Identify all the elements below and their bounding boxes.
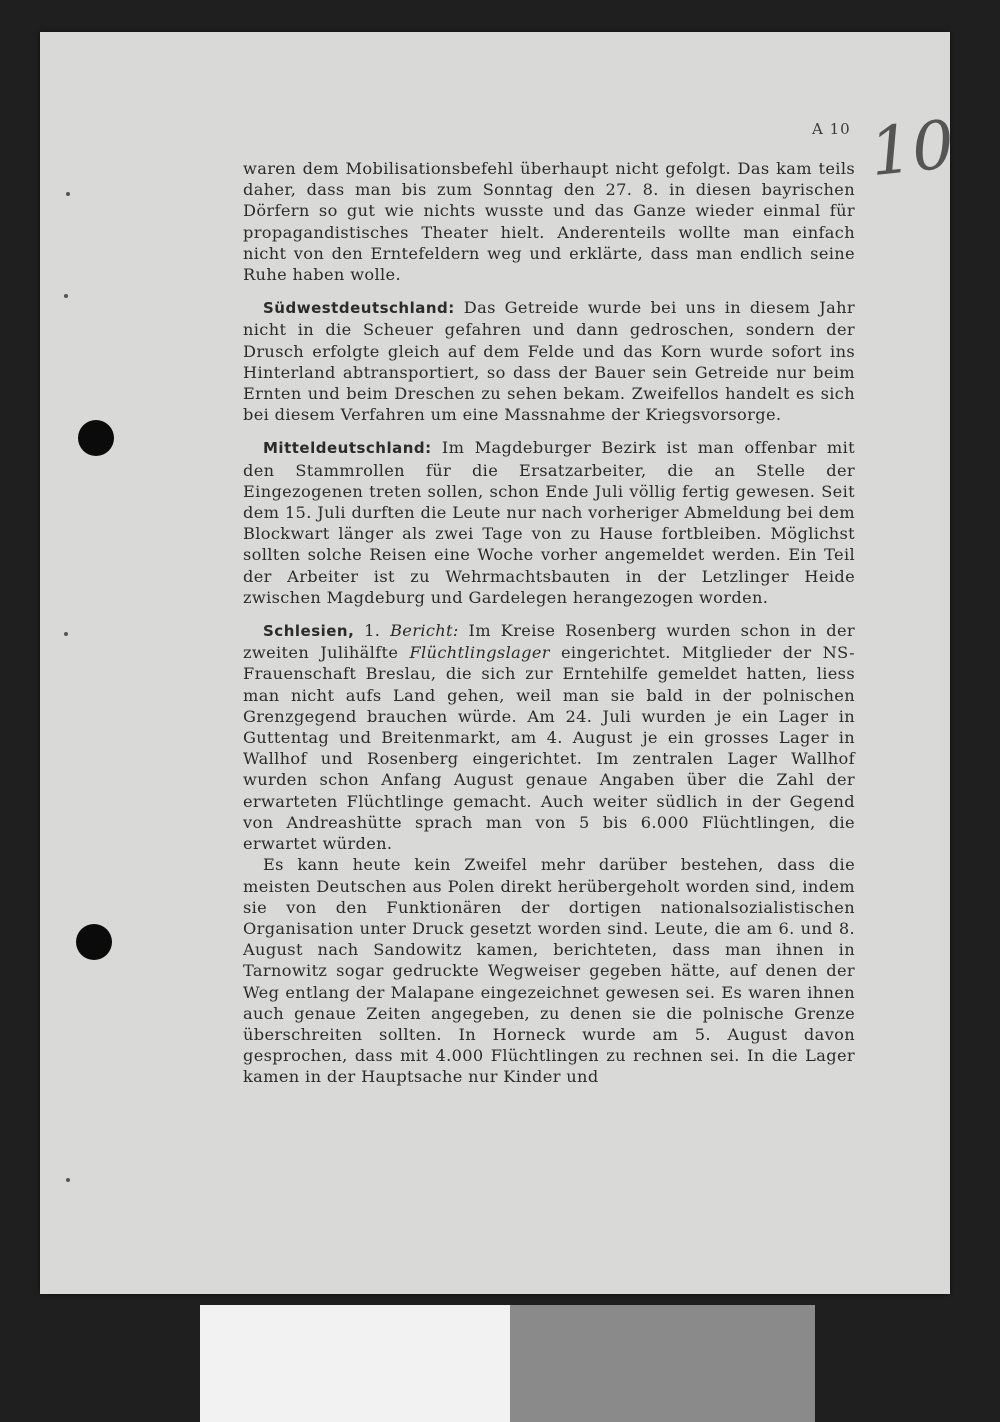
scan-calibration-white <box>200 1305 510 1422</box>
scan-calibration-grey <box>510 1305 815 1422</box>
handwritten-page-number: 10 <box>866 105 958 192</box>
paragraph-schlesien <box>243 620 855 854</box>
page-reference: A 10 <box>812 120 851 138</box>
region-heading: Mitteldeutschland: <box>263 439 432 458</box>
report-label: Bericht: <box>390 621 459 641</box>
punch-hole-bottom <box>76 924 112 960</box>
speck-mark <box>66 192 70 196</box>
paragraph-text: Das Getreide wurde bei uns in diesem Jahr nicht in die Scheuer gefahren und dann gedroschen, sondern der Drusch erfolgte gleich auf dem Felde und das Korn wurde sofort ins Hinterland abtransportiert, so dass der Bauer sein Getreide nur beim Ernten und beim Dreschen zu sehen bekam. Zweifellos handelt es sich bei diesem Verfahren um eine Massnahme der Kriegsvorsorge. <box>243 298 855 425</box>
paragraph-text: eingerichtet. Mitglieder der NS-Frauenschaft Breslau, die sich zur Erntehilfe gemeldet hatten, liess man nicht aufs Land gehen, weil man sie bald in der polnischen Grenzgegend brauchen würde. Am 24. Juli wurden je ein Lager in Guttentag und Breitenmarkt, am 4. August je ein grosses Lager in Wallhof und Rosenberg eingerichtet. Im zentralen Lager Wallhof wurden schon Anfang August genaue Angaben über die Zahl der erwarteten Flüchtlinge gemacht. Auch weiter südlich in der Gegend von Andreashütte sprach man von 5 bis 6.000 Flüchtlingen, die erwartet würden. <box>243 643 855 854</box>
paragraph-bavaria <box>243 158 855 285</box>
region-heading: Schlesien, <box>263 622 355 641</box>
paragraph-text: Es kann heute kein Zweifel mehr darüber bestehen, dass die meisten Deutschen aus Polen direkt herübergeholt worden sind, indem sie von den Funktionären der dortigen nationalsozialistischen Organisation unter Druck gesetzt worden sind. Leute, die am 6. und 8. August nach Sandowitz kamen, berichteten, dass man ihnen in Tarnowitz sogar gedruckte Wegweiser gegeben hätte, auf denen der Weg entlang der Malapane eingezeichnet gewesen sei. Es waren ihnen auch genaue Zeiten angegeben, zu denen sie die polnische Grenze überschreiten sollten. In Horneck wurde am 5. August davon gesprochen, dass mit 4.000 Flüchtlingen zu rechnen sei. In die Lager kamen in der Hauptsache nur Kinder und <box>243 855 855 1087</box>
paragraph-evidence <box>243 854 855 1087</box>
paragraph-mittel <box>243 437 855 608</box>
speck-mark <box>64 294 68 298</box>
region-heading: Südwestdeutschland: <box>263 299 455 318</box>
speck-mark <box>64 632 68 636</box>
document-body <box>243 158 855 1088</box>
paragraph-suedwest <box>243 297 855 425</box>
paragraph-text: waren dem Mobilisationsbefehl überhaupt nicht gefolgt. Das kam teils daher, dass man bis zum Sonntag den 27. 8. in diesen bayrischen Dörfern so gut wie nichts wusste und das Ganze wieder einmal für propagandistisches Theater hielt. Anderenteils wollte man einfach nicht von den Erntefeldern weg und erklärte, dass man endlich seine Ruhe haben wolle. <box>243 159 855 285</box>
punch-hole-top <box>78 420 114 456</box>
speck-mark <box>66 1178 70 1182</box>
paragraph-text: Im Kreise Rosenberg wurden schon in der zweiten Julihälfte <box>243 621 855 663</box>
paragraph-text: Im Magdeburger Bezirk ist man offenbar mit den Stammrollen für die Ersatzarbeiter, die an Stelle der Eingezogenen treten sollen, schon Ende Juli völlig fertig gewesen. Seit dem 15. Juli durften die Leute nur nach vorheriger Abmeldung bei dem Blockwart länger als zwei Tage von zu Hause fortbleiben. Möglichst sollten solche Reisen eine Woche vorher angemeldet werden. Ein Teil der Arbeiter ist zu Wehrmachtsbauten in der Letzlinger Heide zwischen Magdeburg und Gardelegen herangezogen worden. <box>243 438 855 607</box>
report-number: 1. <box>364 621 381 641</box>
camp-term: Flüchtlingslager <box>409 643 550 663</box>
